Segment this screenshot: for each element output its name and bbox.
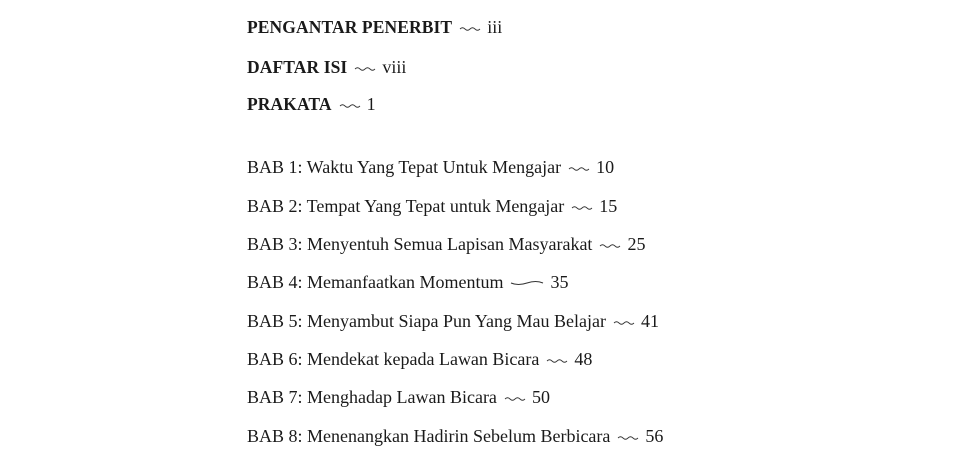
toc-entry-title: BAB 2: Tempat Yang Tepat untuk Mengajar	[247, 196, 565, 216]
wavy-leader-icon	[613, 320, 635, 326]
wavy-leader-icon	[599, 243, 621, 249]
toc-entry-bab-4	[247, 271, 568, 293]
toc-entry-daftar-isi	[247, 56, 406, 78]
toc-entry-page: 10	[596, 157, 615, 177]
wavy-leader-icon	[568, 166, 590, 172]
toc-entry-bab-2	[247, 195, 617, 217]
toc-entry-page: 56	[645, 426, 664, 446]
toc-entry-bab-1	[247, 156, 614, 178]
toc-entry-page: 35	[550, 272, 569, 292]
toc-entry-bab-3	[247, 233, 645, 255]
wavy-leader-icon	[510, 279, 544, 287]
toc-entry-title: BAB 7: Menghadap Lawan Bicara	[247, 387, 497, 407]
toc-entry-page: iii	[487, 17, 503, 37]
toc-entry-page: viii	[382, 57, 407, 77]
toc-entry-prakata	[247, 93, 376, 115]
toc-entry-bab-8	[247, 425, 663, 447]
toc-entry-title: BAB 3: Menyentuh Semua Lapisan Masyarakat	[247, 234, 593, 254]
toc-entry-pengantar-penerbit	[247, 16, 502, 38]
toc-entry-bab-6	[247, 348, 592, 370]
toc-entry-bab-7	[247, 386, 550, 408]
wavy-leader-icon	[571, 205, 593, 211]
toc-entry-title: BAB 5: Menyambut Siapa Pun Yang Mau Belajar	[247, 311, 606, 331]
toc-entry-title: PRAKATA	[247, 94, 332, 114]
toc-entry-page: 25	[627, 234, 646, 254]
toc-entry-bab-5	[247, 310, 659, 332]
wavy-leader-icon	[504, 396, 526, 402]
toc-entry-page: 48	[574, 349, 593, 369]
wavy-leader-icon	[546, 358, 568, 364]
wavy-leader-icon	[339, 103, 361, 109]
toc-entry-title: PENGANTAR PENERBIT	[247, 17, 453, 37]
toc-entry-page: 41	[640, 311, 659, 331]
toc-entry-title: BAB 8: Menenangkan Hadirin Sebelum Berbicara	[247, 426, 611, 446]
toc-entry-title: BAB 6: Mendekat kepada Lawan Bicara	[247, 349, 540, 369]
toc-entry-page: 15	[599, 196, 618, 216]
toc-entry-title: BAB 1: Waktu Yang Tepat Untuk Mengajar	[247, 157, 562, 177]
wavy-leader-icon	[617, 435, 639, 441]
toc-entry-title: DAFTAR ISI	[247, 57, 348, 77]
toc-entry-title: BAB 4: Memanfaatkan Momentum	[247, 272, 504, 292]
toc-entry-page: 1	[366, 94, 376, 114]
wavy-leader-icon	[354, 66, 376, 72]
wavy-leader-icon	[459, 26, 481, 32]
toc-entry-page: 50	[531, 387, 550, 407]
